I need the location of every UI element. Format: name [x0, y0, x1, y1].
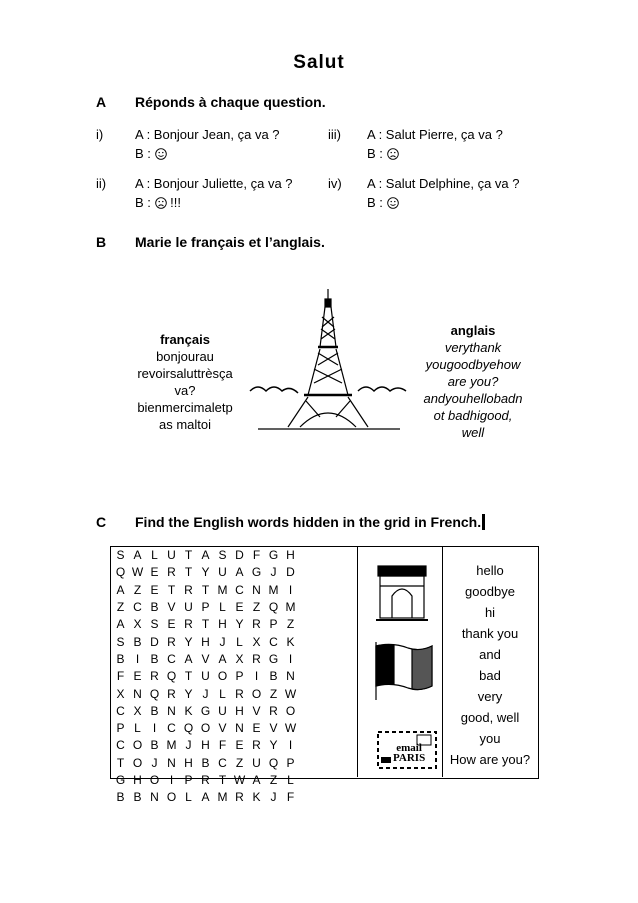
grid-cell: C: [167, 651, 176, 666]
grid-cell: U: [218, 565, 227, 580]
grid-cell: C: [133, 600, 142, 615]
grid-cell: E: [167, 617, 176, 632]
speaker-a-line: A : Bonjour Jean, ça va ?: [135, 127, 280, 142]
grid-row: [112, 616, 299, 633]
question-i: [96, 125, 326, 165]
grid-cell: H: [235, 703, 244, 718]
grid-cell: U: [201, 669, 210, 684]
section-c-instruction: [135, 514, 485, 530]
grid-cell: X: [116, 686, 125, 701]
grid-cell: M: [166, 738, 177, 753]
grid-cell: C: [269, 634, 278, 649]
english-word-list: [444, 560, 536, 770]
smiley-icon: [155, 148, 167, 160]
grid-cell: T: [116, 755, 125, 770]
question-iv: [328, 174, 558, 214]
grid-cell: L: [151, 548, 158, 563]
speaker-b-label: B :: [135, 195, 151, 210]
grid-cell: Y: [201, 565, 210, 580]
grid-cell: Q: [268, 755, 279, 770]
grid-cell: E: [150, 565, 159, 580]
grid-cell: L: [219, 600, 226, 615]
grid-cell: U: [218, 703, 227, 718]
grid-cell: G: [268, 548, 279, 563]
grid-cell: H: [286, 548, 295, 563]
speaker-a-line: A : Salut Delphine, ça va ?: [367, 176, 520, 191]
francais-line: as maltoi: [158, 417, 212, 432]
francais-header: français: [160, 332, 210, 347]
grid-cell: R: [184, 617, 193, 632]
grid-cell: C: [218, 755, 227, 770]
grid-cell: V: [269, 721, 278, 736]
grid-cell: W: [131, 565, 144, 580]
grid-cell: J: [219, 634, 226, 649]
grid-cell: U: [252, 755, 261, 770]
column-divider: [442, 546, 443, 777]
text-cursor: [482, 514, 485, 530]
stamp-paris-text: PARIS: [393, 752, 426, 764]
grid-cell: T: [184, 548, 193, 563]
grid-cell: G: [115, 773, 126, 787]
emphasis-text: !!!: [170, 195, 181, 210]
grid-cell: P: [235, 669, 244, 684]
grid-cell: I: [254, 669, 259, 684]
grid-cell: G: [251, 565, 262, 580]
grid-cell: Q: [183, 721, 194, 736]
grid-cell: J: [185, 738, 192, 753]
speaker-b-label: B :: [367, 146, 383, 161]
grid-row: [112, 772, 299, 789]
grid-cell: J: [202, 686, 209, 701]
grid-row: [112, 789, 299, 806]
word-list-item: How are you?: [449, 752, 531, 767]
section-c-letter: C: [96, 514, 107, 530]
anglais-line: verythank: [444, 340, 502, 355]
grid-cell: I: [288, 582, 293, 597]
francais-line: revoirsaluttrèsça: [137, 366, 233, 381]
grid-cell: E: [133, 669, 142, 684]
grid-cell: A: [218, 651, 227, 666]
word-list-item: thank you: [461, 626, 519, 641]
grid-cell: B: [150, 738, 159, 753]
grid-cell: R: [167, 565, 176, 580]
grid-cell: O: [166, 790, 177, 805]
grid-cell: C: [116, 738, 125, 753]
grid-row: [112, 564, 299, 581]
grid-cell: O: [251, 686, 262, 701]
grid-cell: O: [285, 703, 296, 718]
grid-cell: M: [285, 600, 296, 615]
grid-cell: E: [252, 721, 261, 736]
grid-cell: I: [152, 721, 157, 736]
grid-cell: Z: [133, 582, 142, 597]
francais-box: [120, 331, 250, 433]
grid-cell: P: [286, 755, 295, 770]
anglais-header: anglais: [450, 323, 496, 338]
grid-cell: N: [150, 790, 159, 805]
smiley-icon: [387, 197, 399, 209]
grid-cell: J: [151, 755, 158, 770]
grid-cell: N: [286, 669, 295, 684]
grid-cell: L: [185, 790, 192, 805]
grid-cell: P: [184, 773, 193, 787]
grid-cell: P: [269, 617, 278, 632]
grid-cell: H: [133, 773, 142, 787]
grid-cell: X: [133, 703, 142, 718]
grid-cell: T: [201, 582, 210, 597]
grid-cell: C: [167, 721, 176, 736]
grid-cell: R: [201, 773, 210, 787]
anglais-line: well: [461, 425, 485, 440]
grid-cell: N: [252, 582, 261, 597]
grid-cell: Z: [252, 600, 261, 615]
grid-cell: B: [269, 669, 278, 684]
question-number: iv): [328, 176, 342, 191]
question-number: ii): [96, 176, 107, 191]
grid-cell: I: [135, 651, 140, 666]
grid-cell: R: [150, 669, 159, 684]
anglais-line: are you?: [447, 374, 499, 389]
speaker-b-label: B :: [135, 146, 151, 161]
grid-cell: U: [167, 548, 176, 563]
grid-cell: H: [218, 617, 227, 632]
grid-cell: T: [201, 617, 210, 632]
grid-cell: L: [219, 686, 226, 701]
grid-cell: T: [184, 669, 193, 684]
grid-cell: S: [116, 634, 125, 649]
grid-cell: C: [235, 582, 244, 597]
grid-cell: S: [150, 617, 159, 632]
grid-cell: K: [286, 634, 295, 649]
question-ii: [96, 174, 326, 214]
anglais-line: andyouhellobadn: [423, 391, 523, 406]
grid-cell: M: [217, 582, 228, 597]
grid-cell: Z: [116, 600, 125, 615]
grid-cell: P: [116, 721, 125, 736]
grid-cell: C: [116, 703, 125, 718]
grid-row: [112, 668, 299, 685]
frown-icon: [155, 197, 167, 209]
grid-cell: Y: [235, 617, 244, 632]
question-number: iii): [328, 127, 341, 142]
grid-cell: H: [201, 634, 210, 649]
grid-cell: O: [200, 721, 211, 736]
word-search-grid: [112, 547, 299, 806]
grid-cell: M: [217, 790, 228, 805]
grid-row: [112, 703, 299, 720]
grid-cell: W: [284, 721, 297, 736]
grid-cell: Q: [166, 669, 177, 684]
grid-cell: R: [252, 651, 261, 666]
grid-cell: T: [184, 565, 193, 580]
email-stamp: [377, 731, 437, 769]
grid-cell: T: [167, 582, 176, 597]
grid-cell: M: [268, 582, 279, 597]
grid-cell: N: [167, 755, 176, 770]
grid-cell: A: [235, 565, 244, 580]
grid-cell: D: [235, 548, 244, 563]
grid-cell: X: [252, 634, 261, 649]
grid-row: [112, 737, 299, 754]
grid-cell: U: [184, 600, 193, 615]
word-list-item: and: [479, 647, 501, 662]
grid-cell: A: [184, 651, 193, 666]
grid-cell: X: [235, 651, 244, 666]
grid-cell: R: [167, 634, 176, 649]
grid-cell: F: [116, 669, 125, 684]
grid-cell: I: [288, 651, 293, 666]
grid-cell: B: [150, 600, 159, 615]
grid-row: [112, 685, 299, 702]
grid-cell: B: [150, 651, 159, 666]
grid-cell: H: [201, 738, 210, 753]
francais-line: bienmercimaletp: [137, 400, 233, 415]
grid-cell: Q: [149, 686, 160, 701]
grid-row: [112, 582, 299, 599]
grid-cell: K: [252, 790, 261, 805]
section-a-letter: A: [96, 94, 107, 110]
grid-cell: A: [133, 548, 142, 563]
grid-cell: V: [167, 600, 176, 615]
speaker-b-label: B :: [367, 195, 383, 210]
grid-cell: T: [218, 773, 227, 787]
word-list-item: you: [479, 731, 501, 746]
grid-cell: R: [235, 790, 244, 805]
grid-cell: S: [116, 548, 125, 563]
grid-cell: N: [167, 703, 176, 718]
grid-cell: V: [201, 651, 210, 666]
anglais-line: ot badhigood,: [433, 408, 513, 423]
grid-cell: V: [252, 703, 261, 718]
grid-cell: N: [133, 686, 142, 701]
section-b-letter: B: [96, 234, 107, 250]
grid-cell: G: [200, 703, 211, 718]
page-title: Salut: [293, 52, 345, 73]
grid-cell: Z: [235, 755, 244, 770]
grid-cell: A: [201, 790, 210, 805]
grid-cell: K: [184, 703, 193, 718]
grid-cell: R: [184, 582, 193, 597]
french-flag-icon: [372, 640, 436, 702]
grid-cell: O: [217, 669, 228, 684]
grid-cell: Y: [184, 634, 193, 649]
word-list-item: very: [477, 689, 503, 704]
grid-cell: X: [133, 617, 142, 632]
section-a-instruction: Réponds à chaque question.: [135, 94, 326, 110]
grid-cell: B: [201, 755, 210, 770]
francais-line: bonjourau: [156, 349, 214, 364]
grid-cell: Z: [269, 686, 278, 701]
grid-cell: R: [252, 738, 261, 753]
grid-cell: D: [150, 634, 159, 649]
grid-cell: H: [184, 755, 193, 770]
grid-cell: G: [268, 651, 279, 666]
grid-cell: Y: [269, 738, 278, 753]
word-list-item: goodbye: [465, 584, 515, 599]
grid-cell: L: [236, 634, 243, 649]
grid-cell: J: [270, 565, 277, 580]
grid-cell: A: [252, 773, 261, 787]
grid-cell: Q: [268, 600, 279, 615]
grid-cell: I: [169, 773, 174, 787]
grid-cell: J: [270, 790, 277, 805]
grid-cell: L: [134, 721, 141, 736]
grid-cell: O: [132, 755, 143, 770]
word-list-item: good, well: [460, 710, 520, 725]
grid-row: [112, 547, 299, 564]
grid-cell: R: [252, 617, 261, 632]
grid-cell: Z: [286, 617, 295, 632]
grid-cell: F: [218, 738, 227, 753]
anglais-box: [400, 322, 546, 441]
frown-icon: [387, 148, 399, 160]
grid-cell: N: [235, 721, 244, 736]
grid-cell: A: [116, 582, 125, 597]
grid-cell: E: [235, 738, 244, 753]
grid-cell: B: [133, 634, 142, 649]
word-list-item: hi: [484, 605, 496, 620]
grid-cell: B: [116, 651, 125, 666]
eiffel-tower-illustration: [248, 287, 408, 435]
grid-row: [112, 599, 299, 616]
grid-cell: A: [116, 617, 125, 632]
grid-cell: Y: [184, 686, 193, 701]
column-divider: [357, 546, 358, 777]
grid-cell: A: [201, 548, 210, 563]
grid-row: [112, 651, 299, 668]
grid-cell: W: [233, 773, 246, 787]
anglais-line: yougoodbyehow: [425, 357, 521, 372]
grid-row: [112, 720, 299, 737]
grid-cell: L: [287, 773, 294, 787]
grid-cell: S: [218, 548, 227, 563]
grid-cell: B: [150, 703, 159, 718]
word-list-item: bad: [479, 668, 501, 683]
grid-cell: P: [201, 600, 210, 615]
grid-row: [112, 755, 299, 772]
section-c-instruction-text: Find the English words hidden in the grid in French.: [135, 514, 482, 530]
francais-line: va?: [174, 383, 196, 398]
grid-cell: B: [116, 790, 125, 805]
grid-cell: B: [133, 790, 142, 805]
grid-cell: E: [235, 600, 244, 615]
grid-cell: O: [149, 773, 160, 787]
grid-cell: V: [218, 721, 227, 736]
grid-cell: F: [286, 790, 295, 805]
grid-cell: Z: [269, 773, 278, 787]
question-number: i): [96, 127, 104, 142]
grid-cell: I: [288, 738, 293, 753]
grid-cell: R: [235, 686, 244, 701]
grid-cell: Q: [115, 565, 126, 580]
grid-cell: E: [150, 582, 159, 597]
word-list-item: hello: [476, 563, 504, 578]
arc-de-triomphe-icon: [374, 562, 430, 622]
grid-cell: W: [284, 686, 297, 701]
speaker-a-line: A : Bonjour Juliette, ça va ?: [135, 176, 293, 191]
grid-cell: D: [286, 565, 295, 580]
grid-row: [112, 633, 299, 650]
stamp-email-text: email: [396, 742, 422, 754]
grid-cell: R: [269, 703, 278, 718]
grid-cell: R: [167, 686, 176, 701]
speaker-a-line: A : Salut Pierre, ça va ?: [367, 127, 503, 142]
grid-cell: O: [132, 738, 143, 753]
question-iii: [328, 125, 558, 165]
grid-cell: F: [252, 548, 261, 563]
section-b-instruction: Marie le français et l’anglais.: [135, 234, 325, 250]
